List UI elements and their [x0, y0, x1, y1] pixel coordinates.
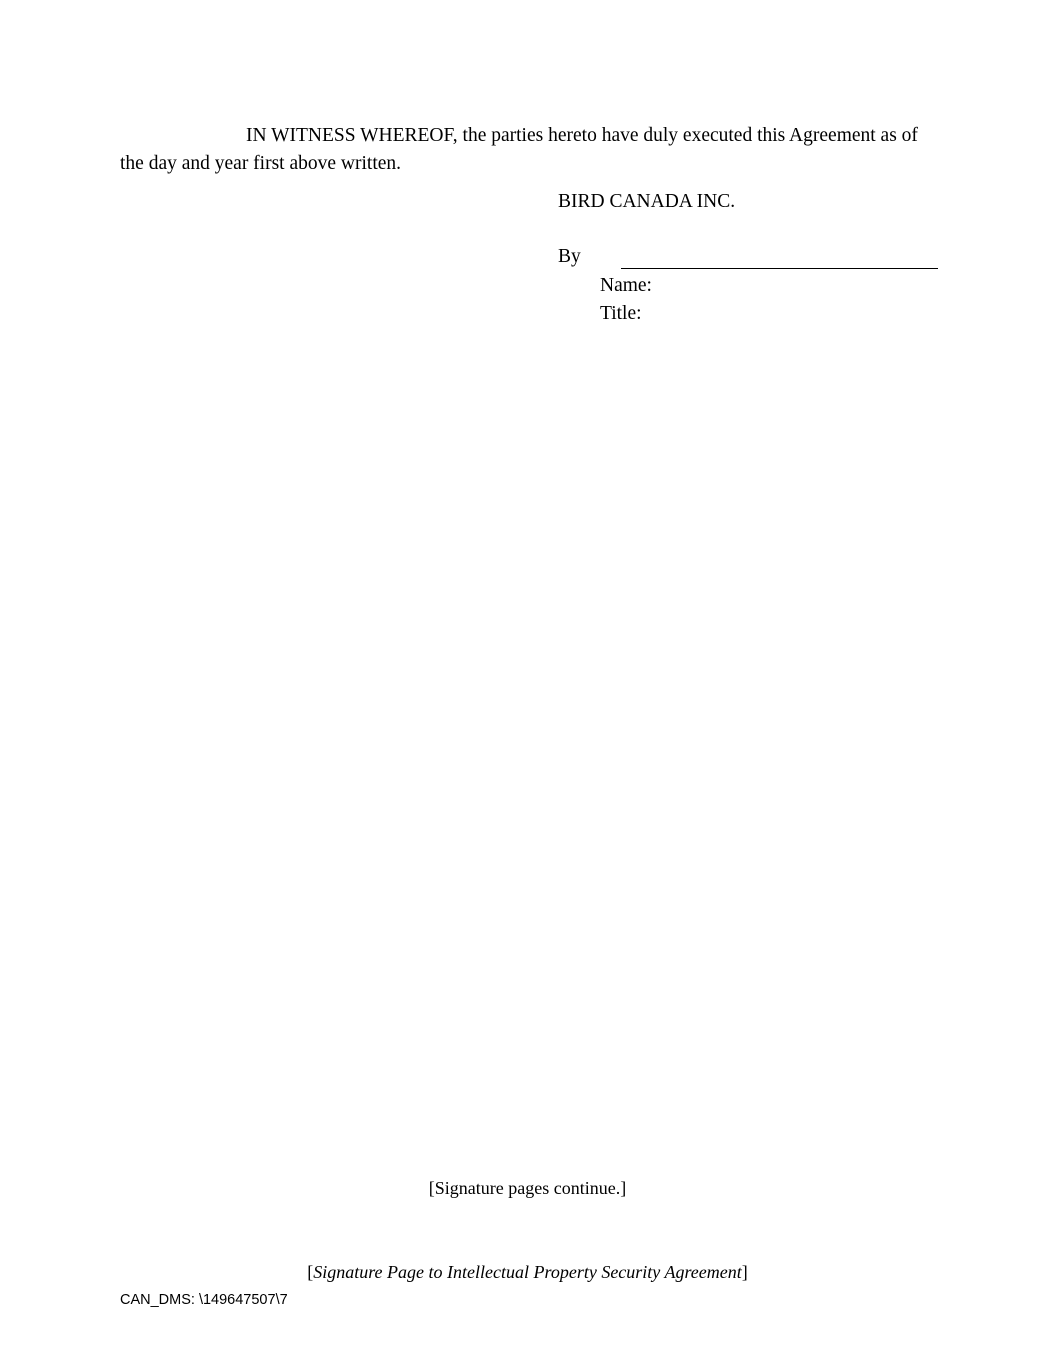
- by-label: By: [558, 246, 581, 267]
- title-label: Title:: [600, 302, 642, 324]
- signature-line[interactable]: [621, 248, 938, 269]
- signature-row: [558, 247, 938, 269]
- footer-caption-text: Signature Page to Intellectual Property Security Agreement: [313, 1262, 742, 1282]
- continuation-note: [Signature pages continue.]: [428, 1178, 627, 1198]
- witness-paragraph: IN WITNESS WHEREOF, the parties hereto have duly executed this Agreement as of the day and year first above written.: [120, 125, 918, 175]
- name-label: Name:: [600, 275, 652, 296]
- footer-caption: [0, 1262, 1055, 1283]
- footer-reference: CAN_DMS: \149647507\7: [120, 1292, 288, 1308]
- footer-bracket-close: ]: [741, 1262, 748, 1282]
- company-name: BIRD CANADA INC.: [558, 191, 736, 212]
- name-title-block: [600, 272, 652, 328]
- footer-bracket-open: [: [307, 1262, 314, 1282]
- signatory-block: [558, 188, 938, 215]
- document-body: [120, 122, 935, 324]
